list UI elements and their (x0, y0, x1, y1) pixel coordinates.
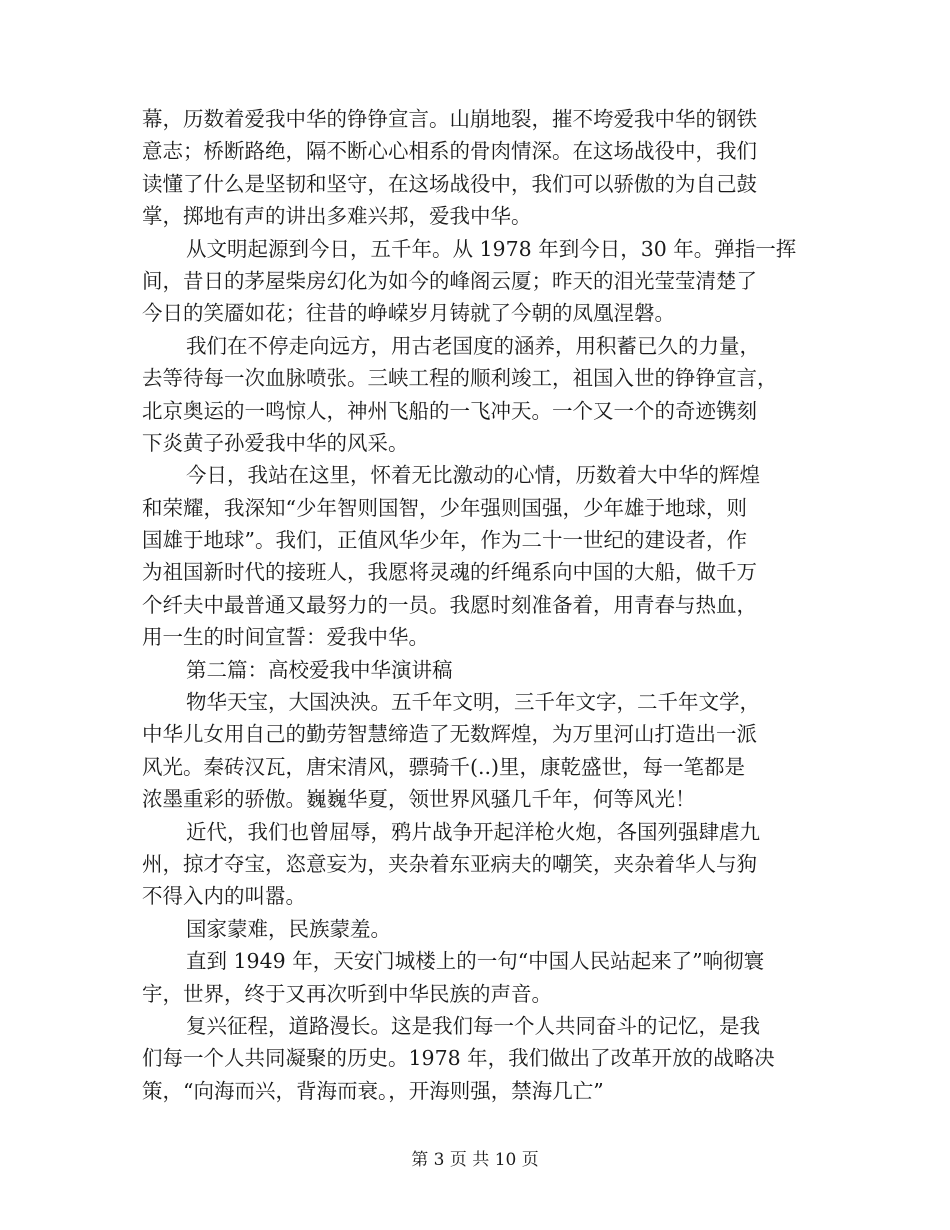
text-line: 去等待每一次血脉喷张。三峡工程的顺利竣工，祖国入世的铮铮宣言， (142, 366, 778, 391)
text-line: 从文明起源到今日，五千年。从 1978 年到今日，30 年。弹指一挥 (186, 236, 797, 261)
text-line: 北京奥运的一鸣惊人，神州飞船的一飞冲天。一个又一个的奇迹镌刻 (142, 398, 757, 423)
text-line: 国家蒙难，民族蒙羞。 (186, 916, 391, 941)
text-line: 读懂了什么是坚韧和坚守，在这场战役中，我们可以骄傲的为自己鼓 (142, 171, 757, 196)
text-line: 直到 1949 年，天安门城楼上的一句“中国人民站起来了”响彻寰 (186, 949, 765, 974)
text-line: 们每一个人共同凝聚的历史。1978 年，我们做出了改革开放的战略决 (142, 1046, 775, 1071)
text-line: 今日，我站在这里，怀着无比激动的心情，历数着大中华的辉煌 (186, 463, 760, 488)
text-line: 第二篇：高校爱我中华演讲稿 (186, 657, 453, 682)
text-line: 浓墨重彩的骄傲。巍巍华夏，领世界风骚几千年，何等风光！ (142, 787, 696, 812)
text-line: 策，“向海而兴，背海而衰。，开海则强，禁海几亡” (142, 1078, 604, 1103)
text-line: 物华天宝，大国泱泱。五千年文明，三千年文字，二千年文学， (186, 690, 760, 715)
page-footer: 第 3 页 共 10 页 (411, 1150, 539, 1170)
text-line: 风光。秦砖汉瓦，唐宋清风，骠骑千(..)里，康乾盛世，每一笔都是 (142, 754, 746, 779)
text-line: 今日的笑靥如花；往昔的峥嵘岁月铸就了今朝的凤凰涅磐。 (142, 301, 675, 326)
text-line: 州，掠才夺宝，恣意妄为，夹杂着东亚病夫的嘲笑，夹杂着华人与狗 (142, 851, 757, 876)
text-line: 掌，掷地有声的讲出多难兴邦，爱我中华。 (142, 204, 532, 229)
text-line: 间，昔日的茅屋柴房幻化为如今的峰阁云厦；昨天的泪光莹莹清楚了 (142, 268, 757, 293)
text-line: 幕，历数着爱我中华的铮铮宣言。山崩地裂，摧不垮爱我中华的钢铁 (142, 107, 757, 131)
document-body (142, 103, 810, 1107)
text-line: 为祖国新时代的接班人，我愿将灵魂的纤绳系向中国的大船，做千万 (142, 560, 757, 585)
text-line: 我们在不停走向远方，用古老国度的涵养，用积蓄已久的力量， (186, 333, 760, 358)
text-line: 宇，世界，终于又再次听到中华民族的声音。 (142, 981, 552, 1006)
text-line: 近代，我们也曾屈辱，鸦片战争开起洋枪火炮，各国列强肆虐九 (186, 819, 760, 844)
text-line: 和荣耀，我深知“少年智则国智，少年强则国强，少年雄于地球，则 (142, 495, 747, 520)
text-line: 用一生的时间宣誓：爱我中华。 (142, 625, 429, 650)
text-line: 中华儿女用自己的勤劳智慧缔造了无数辉煌，为万里河山打造出一派 (142, 722, 757, 747)
text-line: 国雄于地球”。我们，正值风华少年，作为二十一世纪的建设者，作 (142, 528, 747, 553)
text-line: 不得入内的叫嚣。 (142, 884, 306, 909)
text-line: 复兴征程，道路漫长。这是我们每一个人共同奋斗的记忆，是我 (186, 1013, 760, 1038)
text-line: 意志；桥断路绝，隔不断心心相系的骨肉情深。在这场战役中，我们 (142, 139, 757, 164)
text-line: 个纤夫中最普通又最努力的一员。我愿时刻准备着，用青春与热血， (142, 592, 757, 617)
text-line: 下炎黄子孙爱我中华的风采。 (142, 430, 409, 455)
